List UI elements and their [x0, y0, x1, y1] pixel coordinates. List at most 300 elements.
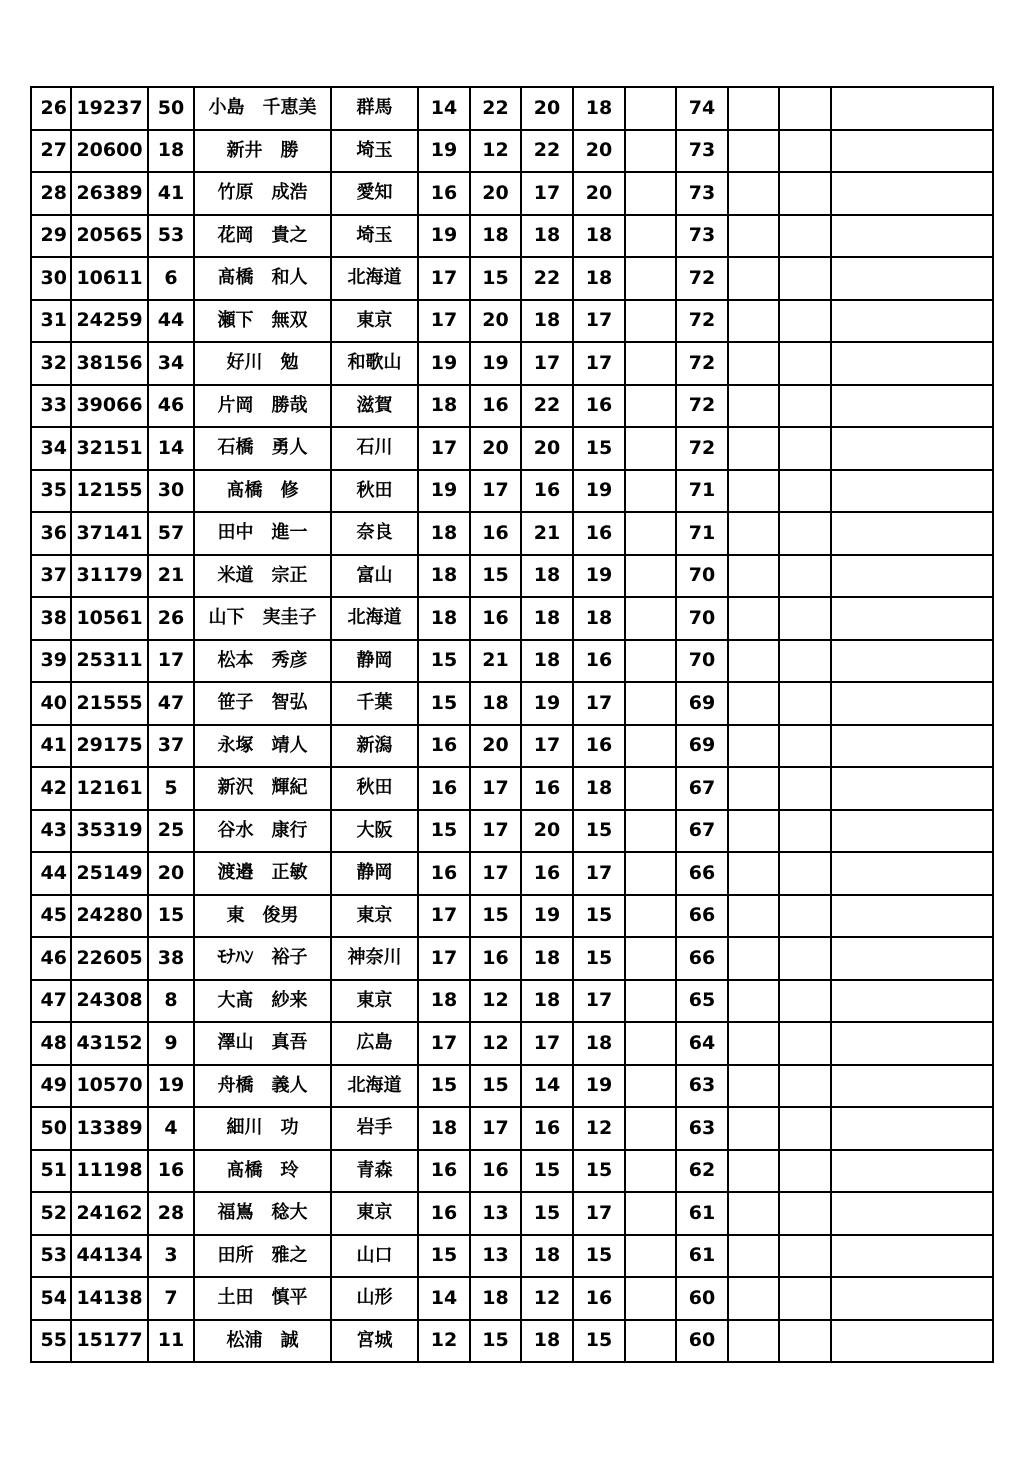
blank-cell-1	[728, 1235, 779, 1278]
rank-cell: 51	[31, 1150, 71, 1193]
player-id-cell: 37141	[71, 512, 148, 555]
rank-cell: 48	[31, 1022, 71, 1065]
entry-number-cell: 57	[148, 512, 194, 555]
score-4-cell: 17	[573, 852, 625, 895]
blank-cell-2	[779, 597, 831, 640]
score-5-cell	[625, 87, 676, 130]
prefecture-cell: 東京	[331, 980, 418, 1023]
player-id-cell: 13389	[71, 1107, 148, 1150]
player-id-cell: 19237	[71, 87, 148, 130]
score-3-cell: 19	[521, 895, 573, 938]
score-3-cell: 14	[521, 1065, 573, 1108]
score-2-cell: 21	[470, 640, 521, 683]
score-3-cell: 20	[521, 87, 573, 130]
score-4-cell: 20	[573, 130, 625, 173]
entry-number-cell: 46	[148, 385, 194, 428]
table-row	[31, 257, 993, 300]
remarks-cell	[831, 87, 993, 130]
player-name-cell: 松本 秀彦	[194, 640, 331, 683]
player-name-cell: ﾓﾅﾊﾝ 裕子	[194, 937, 331, 980]
blank-cell-1	[728, 767, 779, 810]
blank-cell-2	[779, 1065, 831, 1108]
score-5-cell	[625, 172, 676, 215]
entry-number-cell: 4	[148, 1107, 194, 1150]
score-2-cell: 12	[470, 980, 521, 1023]
score-4-cell: 15	[573, 895, 625, 938]
blank-cell-1	[728, 725, 779, 768]
player-id-cell: 25311	[71, 640, 148, 683]
score-5-cell	[625, 852, 676, 895]
player-id-cell: 11198	[71, 1150, 148, 1193]
entry-number-cell: 16	[148, 1150, 194, 1193]
table-row	[31, 1150, 993, 1193]
score-1-cell: 18	[418, 1107, 470, 1150]
blank-cell-2	[779, 512, 831, 555]
prefecture-cell: 広島	[331, 1022, 418, 1065]
rank-cell: 55	[31, 1320, 71, 1363]
remarks-cell	[831, 1320, 993, 1363]
score-3-cell: 18	[521, 597, 573, 640]
rank-cell: 50	[31, 1107, 71, 1150]
score-1-cell: 19	[418, 130, 470, 173]
score-4-cell: 18	[573, 87, 625, 130]
remarks-cell	[831, 980, 993, 1023]
score-1-cell: 16	[418, 1150, 470, 1193]
total-score-cell: 67	[676, 810, 728, 853]
total-score-cell: 60	[676, 1320, 728, 1363]
score-1-cell: 17	[418, 937, 470, 980]
score-1-cell: 17	[418, 257, 470, 300]
rank-cell: 36	[31, 512, 71, 555]
remarks-cell	[831, 427, 993, 470]
rank-cell: 37	[31, 555, 71, 598]
score-2-cell: 18	[470, 215, 521, 258]
score-1-cell: 18	[418, 555, 470, 598]
total-score-cell: 63	[676, 1065, 728, 1108]
score-1-cell: 18	[418, 512, 470, 555]
total-score-cell: 74	[676, 87, 728, 130]
entry-number-cell: 44	[148, 300, 194, 343]
score-4-cell: 15	[573, 937, 625, 980]
player-name-cell: 田所 雅之	[194, 1235, 331, 1278]
blank-cell-1	[728, 172, 779, 215]
score-5-cell	[625, 130, 676, 173]
rank-cell: 53	[31, 1235, 71, 1278]
entry-number-cell: 8	[148, 980, 194, 1023]
blank-cell-1	[728, 512, 779, 555]
table-row	[31, 342, 993, 385]
blank-cell-2	[779, 215, 831, 258]
player-name-cell: 東 俊男	[194, 895, 331, 938]
total-score-cell: 72	[676, 342, 728, 385]
rank-cell: 46	[31, 937, 71, 980]
score-5-cell	[625, 470, 676, 513]
remarks-cell	[831, 385, 993, 428]
score-5-cell	[625, 810, 676, 853]
prefecture-cell: 愛知	[331, 172, 418, 215]
score-4-cell: 15	[573, 1235, 625, 1278]
blank-cell-1	[728, 215, 779, 258]
blank-cell-2	[779, 640, 831, 683]
blank-cell-1	[728, 1277, 779, 1320]
player-id-cell: 31179	[71, 555, 148, 598]
total-score-cell: 70	[676, 555, 728, 598]
remarks-cell	[831, 1022, 993, 1065]
player-id-cell: 14138	[71, 1277, 148, 1320]
player-id-cell: 15177	[71, 1320, 148, 1363]
score-2-cell: 15	[470, 555, 521, 598]
entry-number-cell: 17	[148, 640, 194, 683]
prefecture-cell: 東京	[331, 1192, 418, 1235]
entry-number-cell: 34	[148, 342, 194, 385]
blank-cell-1	[728, 1107, 779, 1150]
score-3-cell: 17	[521, 172, 573, 215]
table-row	[31, 682, 993, 725]
player-id-cell: 24259	[71, 300, 148, 343]
score-1-cell: 16	[418, 767, 470, 810]
remarks-cell	[831, 300, 993, 343]
entry-number-cell: 6	[148, 257, 194, 300]
score-4-cell: 19	[573, 555, 625, 598]
blank-cell-2	[779, 470, 831, 513]
blank-cell-2	[779, 427, 831, 470]
rank-cell: 38	[31, 597, 71, 640]
total-score-cell: 61	[676, 1235, 728, 1278]
blank-cell-2	[779, 1320, 831, 1363]
player-id-cell: 25149	[71, 852, 148, 895]
total-score-cell: 70	[676, 640, 728, 683]
score-4-cell: 18	[573, 597, 625, 640]
score-2-cell: 20	[470, 172, 521, 215]
score-2-cell: 15	[470, 895, 521, 938]
player-name-cell: 髙橋 玲	[194, 1150, 331, 1193]
blank-cell-2	[779, 87, 831, 130]
player-name-cell: 澤山 真吾	[194, 1022, 331, 1065]
blank-cell-2	[779, 385, 831, 428]
remarks-cell	[831, 1107, 993, 1150]
player-id-cell: 43152	[71, 1022, 148, 1065]
player-id-cell: 24308	[71, 980, 148, 1023]
remarks-cell	[831, 725, 993, 768]
blank-cell-2	[779, 172, 831, 215]
score-1-cell: 16	[418, 725, 470, 768]
table-row	[31, 1065, 993, 1108]
score-3-cell: 21	[521, 512, 573, 555]
blank-cell-1	[728, 1065, 779, 1108]
score-4-cell: 17	[573, 682, 625, 725]
score-5-cell	[625, 937, 676, 980]
score-1-cell: 17	[418, 427, 470, 470]
score-1-cell: 15	[418, 810, 470, 853]
player-name-cell: 田中 進一	[194, 512, 331, 555]
score-3-cell: 18	[521, 937, 573, 980]
blank-cell-2	[779, 257, 831, 300]
entry-number-cell: 28	[148, 1192, 194, 1235]
table-row	[31, 300, 993, 343]
score-4-cell: 16	[573, 725, 625, 768]
player-name-cell: 笹子 智弘	[194, 682, 331, 725]
rank-cell: 34	[31, 427, 71, 470]
score-4-cell: 15	[573, 427, 625, 470]
table-row	[31, 640, 993, 683]
remarks-cell	[831, 640, 993, 683]
player-name-cell: 渡邉 正敏	[194, 852, 331, 895]
score-1-cell: 16	[418, 1192, 470, 1235]
rank-cell: 28	[31, 172, 71, 215]
blank-cell-2	[779, 1277, 831, 1320]
total-score-cell: 66	[676, 937, 728, 980]
score-5-cell	[625, 1320, 676, 1363]
score-2-cell: 16	[470, 937, 521, 980]
score-2-cell: 18	[470, 1277, 521, 1320]
score-3-cell: 17	[521, 342, 573, 385]
score-2-cell: 15	[470, 1065, 521, 1108]
player-name-cell: 片岡 勝哉	[194, 385, 331, 428]
blank-cell-2	[779, 1107, 831, 1150]
blank-cell-1	[728, 130, 779, 173]
player-id-cell: 29175	[71, 725, 148, 768]
total-score-cell: 66	[676, 895, 728, 938]
entry-number-cell: 20	[148, 852, 194, 895]
player-name-cell: 竹原 成浩	[194, 172, 331, 215]
player-id-cell: 22605	[71, 937, 148, 980]
score-4-cell: 18	[573, 767, 625, 810]
score-4-cell: 18	[573, 215, 625, 258]
score-2-cell: 20	[470, 427, 521, 470]
score-4-cell: 16	[573, 640, 625, 683]
score-1-cell: 19	[418, 470, 470, 513]
table-row	[31, 1192, 993, 1235]
entry-number-cell: 47	[148, 682, 194, 725]
table-row	[31, 87, 993, 130]
total-score-cell: 66	[676, 852, 728, 895]
score-5-cell	[625, 1107, 676, 1150]
prefecture-cell: 青森	[331, 1150, 418, 1193]
player-name-cell: 福嶌 稔大	[194, 1192, 331, 1235]
player-id-cell: 24162	[71, 1192, 148, 1235]
player-id-cell: 38156	[71, 342, 148, 385]
rank-cell: 52	[31, 1192, 71, 1235]
score-1-cell: 17	[418, 895, 470, 938]
remarks-cell	[831, 130, 993, 173]
player-name-cell: 山下 実圭子	[194, 597, 331, 640]
entry-number-cell: 53	[148, 215, 194, 258]
score-1-cell: 17	[418, 300, 470, 343]
total-score-cell: 71	[676, 512, 728, 555]
blank-cell-1	[728, 87, 779, 130]
blank-cell-1	[728, 895, 779, 938]
score-2-cell: 15	[470, 257, 521, 300]
entry-number-cell: 5	[148, 767, 194, 810]
score-3-cell: 22	[521, 385, 573, 428]
remarks-cell	[831, 1192, 993, 1235]
player-id-cell: 39066	[71, 385, 148, 428]
remarks-cell	[831, 257, 993, 300]
prefecture-cell: 山形	[331, 1277, 418, 1320]
prefecture-cell: 静岡	[331, 852, 418, 895]
rank-cell: 30	[31, 257, 71, 300]
blank-cell-1	[728, 342, 779, 385]
rank-cell: 41	[31, 725, 71, 768]
remarks-cell	[831, 470, 993, 513]
total-score-cell: 70	[676, 597, 728, 640]
table-row	[31, 725, 993, 768]
total-score-cell: 60	[676, 1277, 728, 1320]
blank-cell-1	[728, 427, 779, 470]
blank-cell-1	[728, 1022, 779, 1065]
total-score-cell: 67	[676, 767, 728, 810]
score-5-cell	[625, 1235, 676, 1278]
table-body	[31, 87, 993, 1362]
table-row	[31, 1320, 993, 1363]
score-1-cell: 16	[418, 852, 470, 895]
blank-cell-1	[728, 1320, 779, 1363]
score-4-cell: 15	[573, 1150, 625, 1193]
blank-cell-1	[728, 682, 779, 725]
remarks-cell	[831, 682, 993, 725]
prefecture-cell: 埼玉	[331, 215, 418, 258]
score-4-cell: 15	[573, 810, 625, 853]
rank-cell: 45	[31, 895, 71, 938]
prefecture-cell: 秋田	[331, 767, 418, 810]
player-name-cell: 米道 宗正	[194, 555, 331, 598]
score-3-cell: 18	[521, 1320, 573, 1363]
blank-cell-1	[728, 937, 779, 980]
score-2-cell: 20	[470, 300, 521, 343]
player-name-cell: 土田 慎平	[194, 1277, 331, 1320]
score-3-cell: 16	[521, 767, 573, 810]
player-name-cell: 好川 勉	[194, 342, 331, 385]
score-4-cell: 15	[573, 1320, 625, 1363]
blank-cell-2	[779, 130, 831, 173]
total-score-cell: 69	[676, 682, 728, 725]
score-3-cell: 20	[521, 427, 573, 470]
remarks-cell	[831, 937, 993, 980]
total-score-cell: 73	[676, 215, 728, 258]
score-2-cell: 13	[470, 1192, 521, 1235]
remarks-cell	[831, 895, 993, 938]
player-name-cell: 新井 勝	[194, 130, 331, 173]
entry-number-cell: 41	[148, 172, 194, 215]
player-name-cell: 松浦 誠	[194, 1320, 331, 1363]
player-name-cell: 髙橋 和人	[194, 257, 331, 300]
remarks-cell	[831, 172, 993, 215]
score-2-cell: 15	[470, 1320, 521, 1363]
score-3-cell: 16	[521, 852, 573, 895]
score-3-cell: 15	[521, 1150, 573, 1193]
rank-cell: 27	[31, 130, 71, 173]
rank-cell: 32	[31, 342, 71, 385]
prefecture-cell: 富山	[331, 555, 418, 598]
rank-cell: 39	[31, 640, 71, 683]
score-2-cell: 16	[470, 1150, 521, 1193]
player-name-cell: 髙橋 修	[194, 470, 331, 513]
blank-cell-1	[728, 810, 779, 853]
player-name-cell: 谷水 康行	[194, 810, 331, 853]
total-score-cell: 64	[676, 1022, 728, 1065]
score-4-cell: 16	[573, 385, 625, 428]
blank-cell-1	[728, 980, 779, 1023]
player-name-cell: 石橋 勇人	[194, 427, 331, 470]
table-row	[31, 852, 993, 895]
score-5-cell	[625, 215, 676, 258]
entry-number-cell: 26	[148, 597, 194, 640]
blank-cell-2	[779, 555, 831, 598]
blank-cell-1	[728, 640, 779, 683]
rank-cell: 47	[31, 980, 71, 1023]
total-score-cell: 72	[676, 427, 728, 470]
score-5-cell	[625, 1022, 676, 1065]
table-row	[31, 512, 993, 555]
score-3-cell: 18	[521, 1235, 573, 1278]
total-score-cell: 63	[676, 1107, 728, 1150]
score-5-cell	[625, 555, 676, 598]
prefecture-cell: 和歌山	[331, 342, 418, 385]
table-row	[31, 767, 993, 810]
entry-number-cell: 7	[148, 1277, 194, 1320]
prefecture-cell: 東京	[331, 895, 418, 938]
blank-cell-2	[779, 1150, 831, 1193]
entry-number-cell: 38	[148, 937, 194, 980]
score-4-cell: 19	[573, 1065, 625, 1108]
score-3-cell: 20	[521, 810, 573, 853]
score-2-cell: 20	[470, 725, 521, 768]
entry-number-cell: 3	[148, 1235, 194, 1278]
player-name-cell: 瀬下 無双	[194, 300, 331, 343]
prefecture-cell: 群馬	[331, 87, 418, 130]
rank-cell: 35	[31, 470, 71, 513]
entry-number-cell: 18	[148, 130, 194, 173]
score-4-cell: 17	[573, 980, 625, 1023]
score-4-cell: 17	[573, 342, 625, 385]
score-5-cell	[625, 257, 676, 300]
score-2-cell: 12	[470, 130, 521, 173]
prefecture-cell: 宮城	[331, 1320, 418, 1363]
score-1-cell: 18	[418, 385, 470, 428]
score-4-cell: 16	[573, 512, 625, 555]
table-row	[31, 980, 993, 1023]
player-id-cell: 35319	[71, 810, 148, 853]
score-3-cell: 22	[521, 130, 573, 173]
score-4-cell: 19	[573, 470, 625, 513]
prefecture-cell: 大阪	[331, 810, 418, 853]
score-1-cell: 19	[418, 342, 470, 385]
player-id-cell: 32151	[71, 427, 148, 470]
player-id-cell: 10561	[71, 597, 148, 640]
table-row	[31, 385, 993, 428]
blank-cell-2	[779, 725, 831, 768]
entry-number-cell: 9	[148, 1022, 194, 1065]
score-3-cell: 22	[521, 257, 573, 300]
player-name-cell: 新沢 輝紀	[194, 767, 331, 810]
remarks-cell	[831, 597, 993, 640]
score-5-cell	[625, 1192, 676, 1235]
score-1-cell: 15	[418, 1235, 470, 1278]
total-score-cell: 73	[676, 130, 728, 173]
score-5-cell	[625, 342, 676, 385]
score-2-cell: 17	[470, 470, 521, 513]
score-5-cell	[625, 980, 676, 1023]
score-4-cell: 17	[573, 300, 625, 343]
total-score-cell: 65	[676, 980, 728, 1023]
table-row	[31, 130, 993, 173]
player-id-cell: 12161	[71, 767, 148, 810]
score-4-cell: 18	[573, 257, 625, 300]
blank-cell-1	[728, 300, 779, 343]
player-name-cell: 小島 千恵美	[194, 87, 331, 130]
score-2-cell: 16	[470, 385, 521, 428]
blank-cell-2	[779, 682, 831, 725]
